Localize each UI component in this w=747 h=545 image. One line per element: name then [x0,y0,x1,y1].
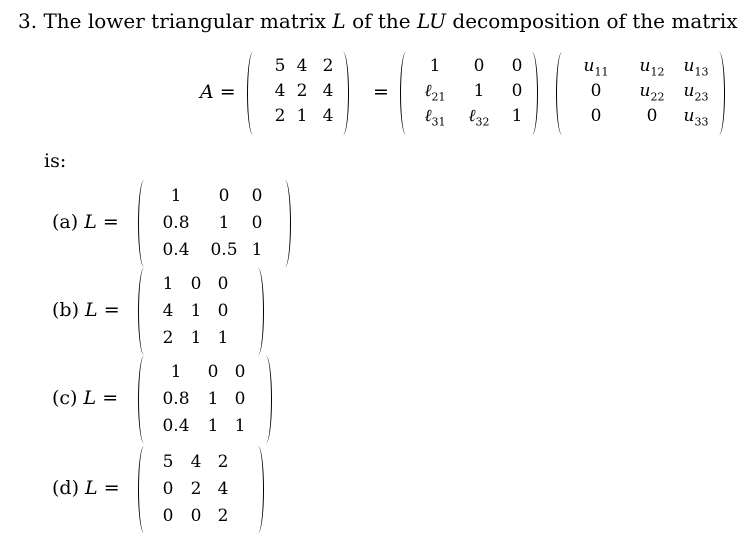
equals-sign-2: = [373,81,389,103]
matrix-cell: 0 [251,186,263,206]
matrix-cell: 4 [296,56,308,76]
matrix-cell: 0 [511,56,523,76]
matrix-cell: 1 [217,328,229,348]
matrix-cell: 1 [234,416,246,436]
matrix-cell: 0 [473,56,485,76]
option-b-matrix [138,268,264,355]
option-d-label: (d) L = [52,477,120,499]
matrix-cell: 1 [207,416,219,436]
left-paren [247,52,259,135]
matrix-cell: 1 [190,301,202,321]
matrix-cell: 0.4 [162,240,190,260]
matrix-cell: 1 [218,213,230,233]
matrix-cell: 0 [251,213,263,233]
left-paren [138,268,150,355]
question-text-part2: of the [352,9,411,33]
matrix-cell: 0 [217,274,229,294]
matrix-cell: 0 [162,479,174,499]
matrix-cell: 0 [217,301,229,321]
matrix-cell: 0 [234,362,246,382]
matrix-cell: ℓ$_{32}$ [468,106,490,129]
matrix-cell: 1 [162,274,174,294]
right-paren [279,180,291,267]
matrix-cell: 0 [590,81,602,101]
matrix-cell: 0 [590,106,602,126]
option-d-matrix [138,446,264,533]
right-paren [337,52,349,135]
matrix-cell: $u_{23}$ [683,81,709,104]
matrix-cell: 4 [322,106,334,126]
option-c-matrix [138,356,272,443]
question-number: 3. [18,9,38,33]
matrix-cell: 0.8 [162,389,190,409]
matrix-cell: 2 [190,479,202,499]
matrix-cell: ℓ$_{31}$ [424,106,446,129]
matrix-cell: 2 [322,56,334,76]
matrix-cell: 4 [190,452,202,472]
matrix-cell: 1 [207,389,219,409]
matrix-cell: 2 [274,106,286,126]
matrix-cell: $u_{12}$ [639,56,665,79]
matrix-cell: 4 [162,301,174,321]
right-paren [526,52,538,135]
matrix-cell: 4 [274,81,286,101]
left-paren [400,52,412,135]
matrix-cell: 5 [162,452,174,472]
equals-sign-1: = [219,81,236,103]
matrix-cell: $u_{33}$ [683,106,709,129]
matrix-cell: 2 [217,452,229,472]
option-b-label: (b) L = [52,299,120,321]
matrix-cell: $u_{13}$ [683,56,709,79]
matrix-cell: 1 [296,106,308,126]
matrix-A [247,52,349,135]
matrix-U-symbolic [556,52,725,135]
matrix-cell: ℓ$_{21}$ [424,81,446,104]
matrix-cell: 1 [511,106,523,126]
right-paren [252,268,264,355]
matrix-cell: $u_{11}$ [583,56,609,79]
matrix-cell: 0 [190,274,202,294]
matrix-cell: $u_{22}$ [639,81,665,104]
matrix-cell: 0.4 [162,416,190,436]
matrix-cell: 1 [251,240,263,260]
left-paren [138,356,150,443]
question-text-part3: decomposition of the matrix [452,9,738,33]
matrix-cell: 0 [234,389,246,409]
matrix-cell: 1 [473,81,485,101]
question-text-part1: The lower triangular matrix [43,9,327,33]
matrix-cell: 4 [217,479,229,499]
question-var-LU: LU [416,9,447,33]
option-a-label: (a) L = [52,211,119,233]
matrix-cell: 2 [296,81,308,101]
left-paren [138,180,150,267]
matrix-cell: 1 [190,328,202,348]
matrix-cell: 0 [218,186,230,206]
right-paren [713,52,725,135]
question-text [18,9,738,33]
matrix-cell: 0.8 [162,213,190,233]
matrix-cell: 4 [322,81,334,101]
matrix-cell: 0 [207,362,219,382]
option-c-label: (c) L = [52,387,119,409]
is-text: is: [44,150,67,172]
matrix-A-label: A [200,81,214,103]
matrix-L-symbolic [400,52,538,135]
left-paren [138,446,150,533]
matrix-cell: 0 [190,506,202,526]
matrix-cell: 5 [274,56,286,76]
option-a-matrix [138,180,291,267]
matrix-cell: 2 [162,328,174,348]
equation-lhs [200,81,236,103]
matrix-cell: 0 [511,81,523,101]
matrix-cell: 2 [217,506,229,526]
matrix-cell: 1 [429,56,441,76]
matrix-cell: 0.5 [210,240,238,260]
right-paren [252,446,264,533]
matrix-cell: 1 [170,362,182,382]
matrix-cell: 0 [162,506,174,526]
matrix-cell: 0 [646,106,658,126]
matrix-cell: 1 [170,186,182,206]
question-var-L: L [332,9,346,33]
left-paren [556,52,568,135]
right-paren [260,356,272,443]
